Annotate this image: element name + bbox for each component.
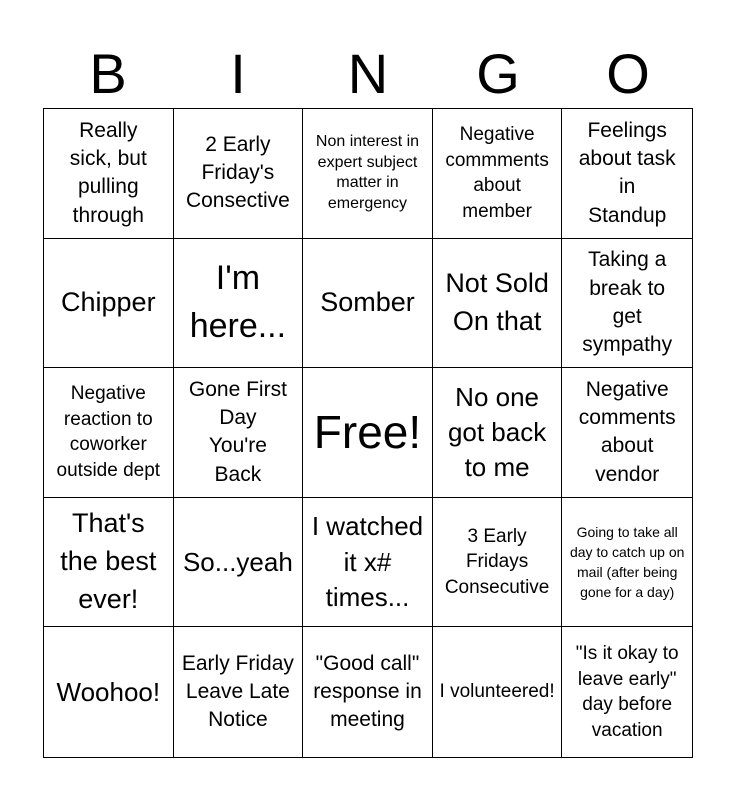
- cell-text: Taking a break to get sympathy: [582, 248, 673, 357]
- cell-text: "Is it okay to leave early" day before vacation: [575, 642, 679, 741]
- cell-text: "Good call" response in meeting: [313, 651, 422, 732]
- cell-text: Early Friday Leave Late Notice: [181, 651, 294, 732]
- bingo-cell[interactable]: [303, 109, 433, 239]
- bingo-cell[interactable]: [562, 239, 692, 369]
- cell-text: No one got back to me: [447, 381, 547, 483]
- cell-text: Not Sold On that: [445, 268, 549, 336]
- bingo-cell[interactable]: [44, 627, 174, 757]
- bingo-cell[interactable]: [174, 368, 304, 498]
- bingo-board: [43, 108, 693, 758]
- cell-text: Really sick, but pulling through: [69, 118, 147, 227]
- bingo-cell[interactable]: [433, 239, 563, 369]
- cell-text: Going to take all day to catch up on mail (after being gone for a day): [569, 523, 685, 601]
- cell-text: Negative comments about vendor: [578, 377, 676, 486]
- cell-text: 3 Early Fridays Consecutive: [444, 525, 550, 598]
- cell-text: Negative reaction to coworker outside dept: [56, 383, 161, 482]
- bingo-cell[interactable]: [303, 498, 433, 628]
- cell-text: So...yeah: [182, 546, 293, 577]
- free-space-text: Free!: [313, 406, 422, 459]
- bingo-cell[interactable]: [174, 627, 304, 757]
- header-letter-b: B: [89, 42, 127, 105]
- cell-text: Gone First Day You're Back: [188, 377, 287, 486]
- cell-text: Feelings about task in Standup: [578, 118, 676, 227]
- bingo-cell[interactable]: [562, 109, 692, 239]
- cell-text: That's the best ever!: [60, 508, 157, 614]
- cell-text: I watched it x# times...: [311, 511, 424, 612]
- bingo-cell[interactable]: [44, 498, 174, 628]
- cell-text: Chipper: [61, 286, 156, 317]
- bingo-cell[interactable]: [562, 498, 692, 628]
- header-letter-i: I: [230, 42, 246, 105]
- bingo-cell[interactable]: [44, 109, 174, 239]
- bingo-cell[interactable]: [303, 627, 433, 757]
- bingo-cell[interactable]: [562, 627, 692, 757]
- bingo-cell[interactable]: [433, 368, 563, 498]
- cell-text: Woohoo!: [56, 676, 161, 707]
- bingo-header: [43, 40, 693, 108]
- cell-text: Non interest in expert subject matter in emergency: [315, 132, 420, 213]
- bingo-cell[interactable]: [433, 109, 563, 239]
- header-letter-o: O: [606, 42, 650, 105]
- bingo-cell[interactable]: [433, 627, 563, 757]
- header-letter-g: G: [476, 42, 520, 105]
- bingo-cell[interactable]: [44, 368, 174, 498]
- cell-text: I'm here...: [189, 259, 287, 345]
- bingo-cell[interactable]: [433, 498, 563, 628]
- cell-text: I volunteered!: [439, 681, 555, 703]
- bingo-cell[interactable]: [174, 109, 304, 239]
- bingo-cell[interactable]: [303, 239, 433, 369]
- bingo-cell-free[interactable]: [303, 368, 433, 498]
- cell-text: Negative commments about member: [445, 124, 549, 222]
- bingo-cell[interactable]: [44, 239, 174, 369]
- cell-text: 2 Early Friday's Consective: [185, 132, 290, 213]
- bingo-cell[interactable]: [174, 239, 304, 369]
- header-letter-n: N: [347, 42, 389, 105]
- bingo-cell[interactable]: [562, 368, 692, 498]
- cell-text: Somber: [320, 286, 415, 317]
- bingo-cell[interactable]: [174, 498, 304, 628]
